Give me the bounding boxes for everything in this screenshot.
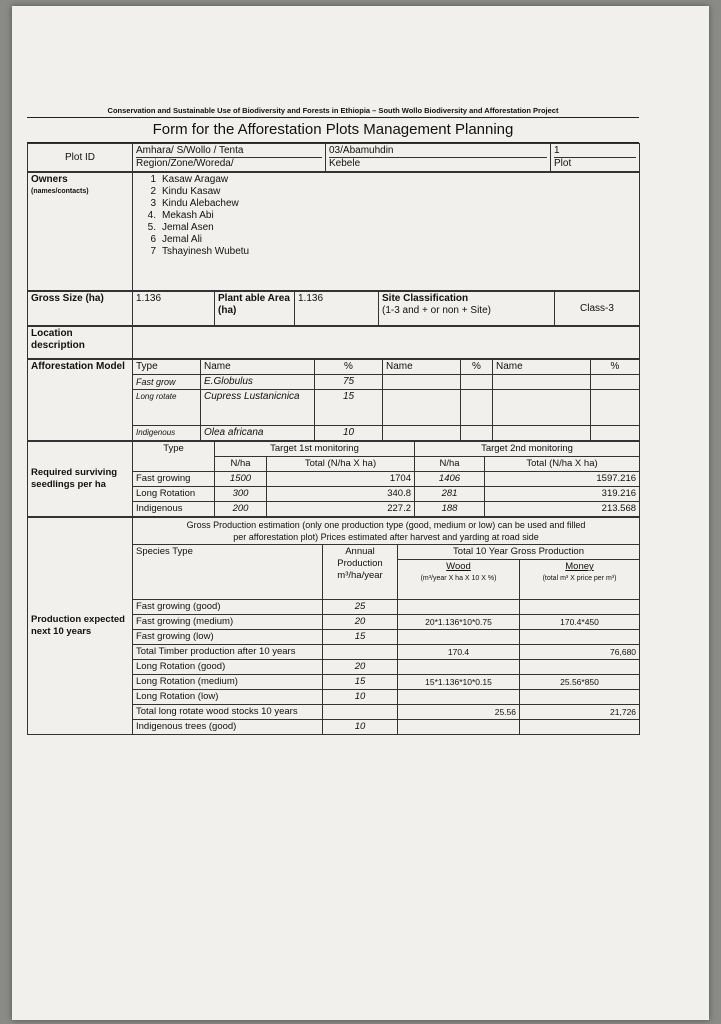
owner-number: 3 [150, 198, 156, 209]
production-head-annual: Annual Production m³/ha/year [323, 545, 398, 600]
production-species: Long Rotation (medium) [133, 675, 323, 690]
model-head-pct: % [315, 360, 383, 375]
production-annual: 15 [323, 675, 398, 690]
production-wood [398, 690, 520, 705]
production-species: Fast growing (low) [133, 630, 323, 645]
owner-number: 5. [147, 222, 156, 233]
seedlings-head-total-2: Total (N/ha X ha) [485, 457, 640, 472]
seedling-n2: 1406 [415, 472, 485, 487]
production-wood [398, 720, 520, 735]
model-head-pct-3: % [591, 360, 640, 375]
owner-name: Jemal Asen [162, 222, 214, 233]
seedlings-head-target1: Target 1st monitoring [215, 442, 415, 457]
gross-size-value: 1.136 [133, 292, 215, 326]
gross-size-label: Gross Size (ha) [28, 292, 133, 326]
site-class-cell [379, 292, 555, 326]
model-type: Long rotate [133, 390, 201, 426]
model-head-name: Name [201, 360, 315, 375]
production-money [520, 600, 640, 615]
production-money [520, 630, 640, 645]
production-species: Indigenous trees (good) [133, 720, 323, 735]
owner-number: 1 [150, 174, 156, 185]
model-type: Fast grow [133, 375, 201, 390]
seedling-t1: 1704 [267, 472, 415, 487]
production-head-wood-sub: (m³/year X ha X 10 X %) [420, 575, 497, 582]
seedling-n1: 1500 [215, 472, 267, 487]
plot-id-label: Plot ID [28, 144, 133, 172]
owner-name: Kindu Kasaw [162, 186, 221, 197]
production-annual [323, 645, 398, 660]
production-wood [398, 600, 520, 615]
owner-item [136, 246, 636, 258]
form [27, 104, 639, 735]
location-table [27, 326, 640, 359]
region-label: Region/Zone/Woreda/ [136, 158, 234, 169]
production-wood: 170.4 [398, 645, 520, 660]
production-money: 25.56*850 [520, 675, 640, 690]
production-annual: 20 [323, 660, 398, 675]
form-title: Form for the Afforestation Plots Management Planning [27, 118, 639, 143]
owner-name: Kindu Alebachew [162, 198, 239, 209]
production-species: Fast growing (good) [133, 600, 323, 615]
model-type: Indigenous [133, 426, 201, 441]
location-label: Location description [28, 327, 133, 359]
production-note [133, 518, 640, 545]
seedling-type: Indigenous [133, 502, 215, 517]
production-annual: 25 [323, 600, 398, 615]
plot-cell [551, 144, 640, 172]
production-money: 170.4*450 [520, 615, 640, 630]
owner-name: Kasaw Aragaw [162, 174, 229, 185]
owners-sublabel: (names/contacts) [31, 188, 89, 195]
production-table [27, 517, 640, 735]
site-class-label: Site Classification [382, 293, 469, 304]
model-name: Cupress Lustanicnica [201, 390, 315, 426]
production-annual: 10 [323, 720, 398, 735]
owners-label: Owners [31, 174, 68, 185]
seedlings-head-nha-2: N/ha [415, 457, 485, 472]
production-species: Total Timber production after 10 years [133, 645, 323, 660]
seedling-t1: 227.2 [267, 502, 415, 517]
production-head-wood-cell [398, 560, 520, 600]
production-money [520, 660, 640, 675]
region-cell [133, 144, 326, 172]
production-wood: 15*1.136*10*0.15 [398, 675, 520, 690]
plantable-area-value: 1.136 [295, 292, 379, 326]
production-note-2: per afforestation plot) Prices estimated after harvest and yarding at road side [233, 532, 539, 542]
seedling-t1: 340.8 [267, 487, 415, 502]
production-note-1: Gross Production estimation (only one production type (good, medium or low) can be used and filled [186, 520, 586, 530]
owner-item [136, 210, 636, 222]
plot-id-table [27, 143, 640, 172]
production-head-money-cell [520, 560, 640, 600]
owners-list [136, 174, 636, 258]
owner-number: 2 [150, 186, 156, 197]
seedling-type: Long Rotation [133, 487, 215, 502]
model-head-type: Type [133, 360, 201, 375]
seedling-n1: 300 [215, 487, 267, 502]
production-annual: 20 [323, 615, 398, 630]
seedlings-label: Required surviving seedlings per ha [28, 442, 133, 517]
owners-table [27, 172, 640, 291]
production-money: 76,680 [520, 645, 640, 660]
seedlings-table [27, 441, 640, 517]
site-class-sub: (1-3 and + or non + Site) [382, 305, 491, 316]
production-head-money-sub: (total m³ X price per m³) [542, 575, 617, 582]
model-name: E.Globulus [201, 375, 315, 390]
size-table [27, 291, 640, 326]
paper-sheet [12, 6, 709, 1020]
production-species: Long Rotation (good) [133, 660, 323, 675]
seedlings-head-total-1: Total (N/ha X ha) [267, 457, 415, 472]
production-species: Total long rotate wood stocks 10 years [133, 705, 323, 720]
owner-name: Tshayinesh Wubetu [162, 246, 250, 257]
production-wood: 25.56 [398, 705, 520, 720]
owner-item [136, 186, 636, 198]
production-head-total: Total 10 Year Gross Production [398, 545, 640, 560]
region-value: Amhara/ S/Wollo / Tenta [136, 145, 322, 158]
seedlings-head-nha-1: N/ha [215, 457, 267, 472]
seedling-n2: 281 [415, 487, 485, 502]
kebele-value: 03/Abamuhdin [329, 145, 547, 158]
model-head-pct-2: % [461, 360, 493, 375]
owners-label-cell [28, 173, 133, 291]
production-wood [398, 630, 520, 645]
production-annual: 10 [323, 690, 398, 705]
seedling-n2: 188 [415, 502, 485, 517]
model-pct: 15 [315, 390, 383, 426]
production-head-species: Species Type [133, 545, 323, 600]
seedlings-head-target2: Target 2nd monitoring [415, 442, 640, 457]
owners-list-cell [133, 173, 640, 291]
project-header: Conservation and Sustainable Use of Biodiversity and Forests in Ethiopia – South Wollo Biodiversity and Afforestation Project [27, 104, 639, 118]
seedlings-head-type: Type [133, 442, 215, 472]
model-name: Olea africana [201, 426, 315, 441]
kebele-label: Kebele [329, 158, 361, 169]
owner-item [136, 198, 636, 210]
model-head-name-3: Name [493, 360, 591, 375]
plot-value: 1 [554, 145, 636, 158]
seedling-t2: 213.568 [485, 502, 640, 517]
model-table [27, 359, 640, 441]
model-label: Afforestation Model [28, 360, 133, 441]
owner-item [136, 234, 636, 246]
location-value [133, 327, 640, 359]
production-species: Long Rotation (low) [133, 690, 323, 705]
plot-label: Plot [554, 158, 572, 169]
production-annual [323, 705, 398, 720]
production-head-wood: Wood [446, 561, 471, 572]
production-label: Production expected next 10 years [28, 518, 133, 735]
seedling-t2: 1597.216 [485, 472, 640, 487]
production-annual: 15 [323, 630, 398, 645]
production-money: 21,726 [520, 705, 640, 720]
production-wood: 20*1.136*10*0.75 [398, 615, 520, 630]
owner-item [136, 174, 636, 186]
owner-name: Jemal Ali [162, 234, 203, 245]
owner-number: 7 [150, 246, 156, 257]
production-money [520, 690, 640, 705]
production-money [520, 720, 640, 735]
production-species: Fast growing (medium) [133, 615, 323, 630]
model-pct: 10 [315, 426, 383, 441]
production-head-money: Money [565, 561, 594, 572]
seedling-type: Fast growing [133, 472, 215, 487]
model-pct: 75 [315, 375, 383, 390]
site-class-value: Class-3 [555, 292, 640, 326]
model-head-name-2: Name [383, 360, 461, 375]
owner-number: 6 [150, 234, 156, 245]
owner-item [136, 222, 636, 234]
owner-name: Mekash Abi [162, 210, 214, 221]
owner-number: 4. [147, 210, 156, 221]
plantable-area-label: Plant able Area (ha) [215, 292, 295, 326]
kebele-cell [326, 144, 551, 172]
seedling-n1: 200 [215, 502, 267, 517]
production-wood [398, 660, 520, 675]
seedling-t2: 319.216 [485, 487, 640, 502]
